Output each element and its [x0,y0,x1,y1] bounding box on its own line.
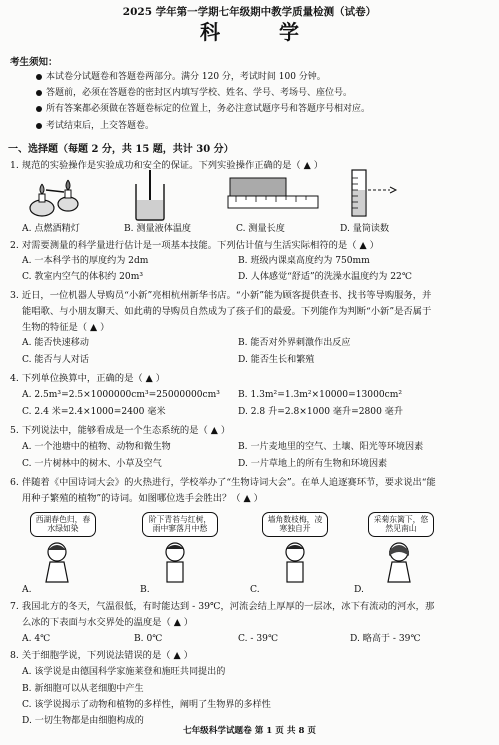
speech-bubble-c: 墙角数枝梅，凌寒独自开 [262,512,328,537]
student-b-image [152,540,198,584]
q5-option-d: D. 一片草地上的所有生物和环境因素 [238,459,388,469]
question-7-line-2: 么冰的下表面与水交界处的温度是（ ▲ ） [22,617,194,628]
question-4-stem: 4. 下列单位换算中，正确的是（ ▲ ） [10,373,166,384]
q7-option-c: C. - 39℃ [238,634,279,644]
q3-option-c: C. 能否与人对话 [22,355,89,365]
bullet-icon [36,123,42,129]
q3-option-a: A. 能否快速移动 [22,338,89,348]
q6-option-a: A. [22,584,32,595]
student-a-image [34,540,80,584]
question-3-line-3: 生物的特征是（ ▲ ） [22,322,110,333]
note-item: 考试结束后，上交答题卷。 [36,121,154,132]
q7-option-d: D. 略高于 - 39℃ [350,634,421,644]
question-1-stem: 1. 规范的实验操作是实验成功和安全的保证。下列实验操作正确的是（ ▲ ） [10,160,324,171]
note-item: 本试卷分试题卷和答题卷两部分。满分 120 分，考试时间 100 分钟。 [36,72,326,83]
question-5-stem: 5. 下列说法中，能够看成是一个生态系统的是（ ▲ ） [10,425,231,436]
q7-option-a: A. 4℃ [22,634,51,644]
question-6-line-2: 用种子繁殖的植物”的诗词。如图哪位选手会胜出？（ ▲ ） [22,493,263,504]
page-footer: 七年级科学试题卷 第 1 页 共 8 页 [182,726,317,736]
notes-title: 考生须知： [10,57,58,68]
q4-option-a: A. 2.5m³=2.5×1000000cm³=25000000cm³ [22,390,220,400]
alcohol-lamp-lighting-image [18,174,88,220]
question-6-line-1: 6. 伴随着《中国诗词大会》的火热进行，学校举办了“生物诗词大会”。在单人追逐赛环节，要求说出“能 [10,477,436,488]
question-8-stem: 8. 关于细胞学说，下列说法错误的是（ ▲ ） [10,650,193,661]
student-d-image [376,540,422,584]
q2-option-c: C. 教室内空气的体积约 20m³ [22,272,143,282]
q2-option-a: A. 一本科学书的厚度约为 2dm [22,256,149,266]
section-title: 一、选择题（每题 2 分，共 15 题，共计 30 分） [8,144,234,155]
q8-option-a: A. 该学说是由德国科学家施莱登和施旺共同提出的 [22,667,226,677]
note-item: 所有答案都必须做在答题卷标定的位置上，务必注意试题序号和答题序号相对应。 [36,104,370,115]
q4-option-c: C. 2.4 米=2.4×1000=2400 毫米 [22,407,166,417]
q5-option-b: B. 一片麦地里的空气、土壤、阳光等环境因素 [238,442,424,452]
q3-option-d: D. 能否生长和繁殖 [238,355,315,365]
bullet-icon [36,74,42,80]
student-c-image [272,540,318,584]
q3-option-b: B. 能否对外界刺激作出反应 [238,338,351,348]
graduated-cylinder-image [338,168,398,220]
bullet-icon [36,90,42,96]
q2-option-d: D. 人体感觉“舒适”的洗澡水温度约为 22℃ [238,272,412,282]
q6-option-b: B. [140,584,150,595]
q5-option-a: A. 一个池塘中的植物、动物和微生物 [22,442,171,452]
subject-title: 科 学 [200,20,325,44]
question-3-line-2: 能唱歌、与小朋友聊天、如此萌的导购员自然成为了孩子们的最爱。下列能作为判断“小新”是否属于 [22,306,432,317]
liquid-temperature-image [130,170,170,222]
q1-option-d: D. 量筒读数 [340,224,390,234]
q8-option-b: B. 新细胞可以从老细胞中产生 [22,684,144,694]
q5-option-c: C. 一片树林中的树木、小草及空气 [22,459,162,469]
q4-option-d: D. 2.8 升=2.8×1000 毫升=2800 毫升 [238,407,403,417]
exam-header: 2025 学年第一学期七年级期中教学质量检测（试卷） [122,6,377,18]
question-2-stem: 2. 对需要测量的科学量进行估计是一项基本技能。下列估计值与生活实际相符的是（ ▲ ） [10,240,379,251]
q1-option-c: C. 测量长度 [236,224,285,234]
speech-bubble-a: 西湖春色归，春水绿如染 [30,512,96,537]
speech-bubble-b: 阶下青苔与红树，雨中寥落月中愁 [142,512,218,537]
speech-bubble-d: 采菊东篱下，悠然见南山 [368,512,434,537]
q7-option-b: B. 0℃ [134,634,163,644]
q2-option-b: B. 班级内课桌高度约为 750mm [238,256,370,266]
q6-option-d: D. [354,584,364,595]
q6-option-c: C. [250,584,260,595]
q1-option-a: A. 点燃酒精灯 [22,224,80,234]
q8-option-c: C. 该学说揭示了动物和植物的多样性，阐明了生物界的多样性 [22,700,271,710]
question-3-line-1: 3. 近日，一位机器人导购员“小新”亮相杭州新华书店。“小新”能为顾客提供查书、找书等导购服务，并 [10,290,432,301]
note-item: 答题前，必须在答题卷的密封区内填写学校、姓名、学号、考场号、座位号。 [36,88,352,99]
q8-option-d: D. 一切生物都是由细胞构成的 [22,716,144,726]
bullet-icon [36,106,42,112]
q4-option-b: B. 1.3m²=1.3m²×10000=13000cm² [238,390,403,400]
length-measurement-image [226,176,320,216]
question-7-line-1: 7. 我国北方的冬天，气温很低，有时能达到 - 39℃，河流会结上厚厚的一层冰，冰下有流动的河水，那 [10,601,435,612]
q1-option-b: B. 测量液体温度 [124,224,192,234]
